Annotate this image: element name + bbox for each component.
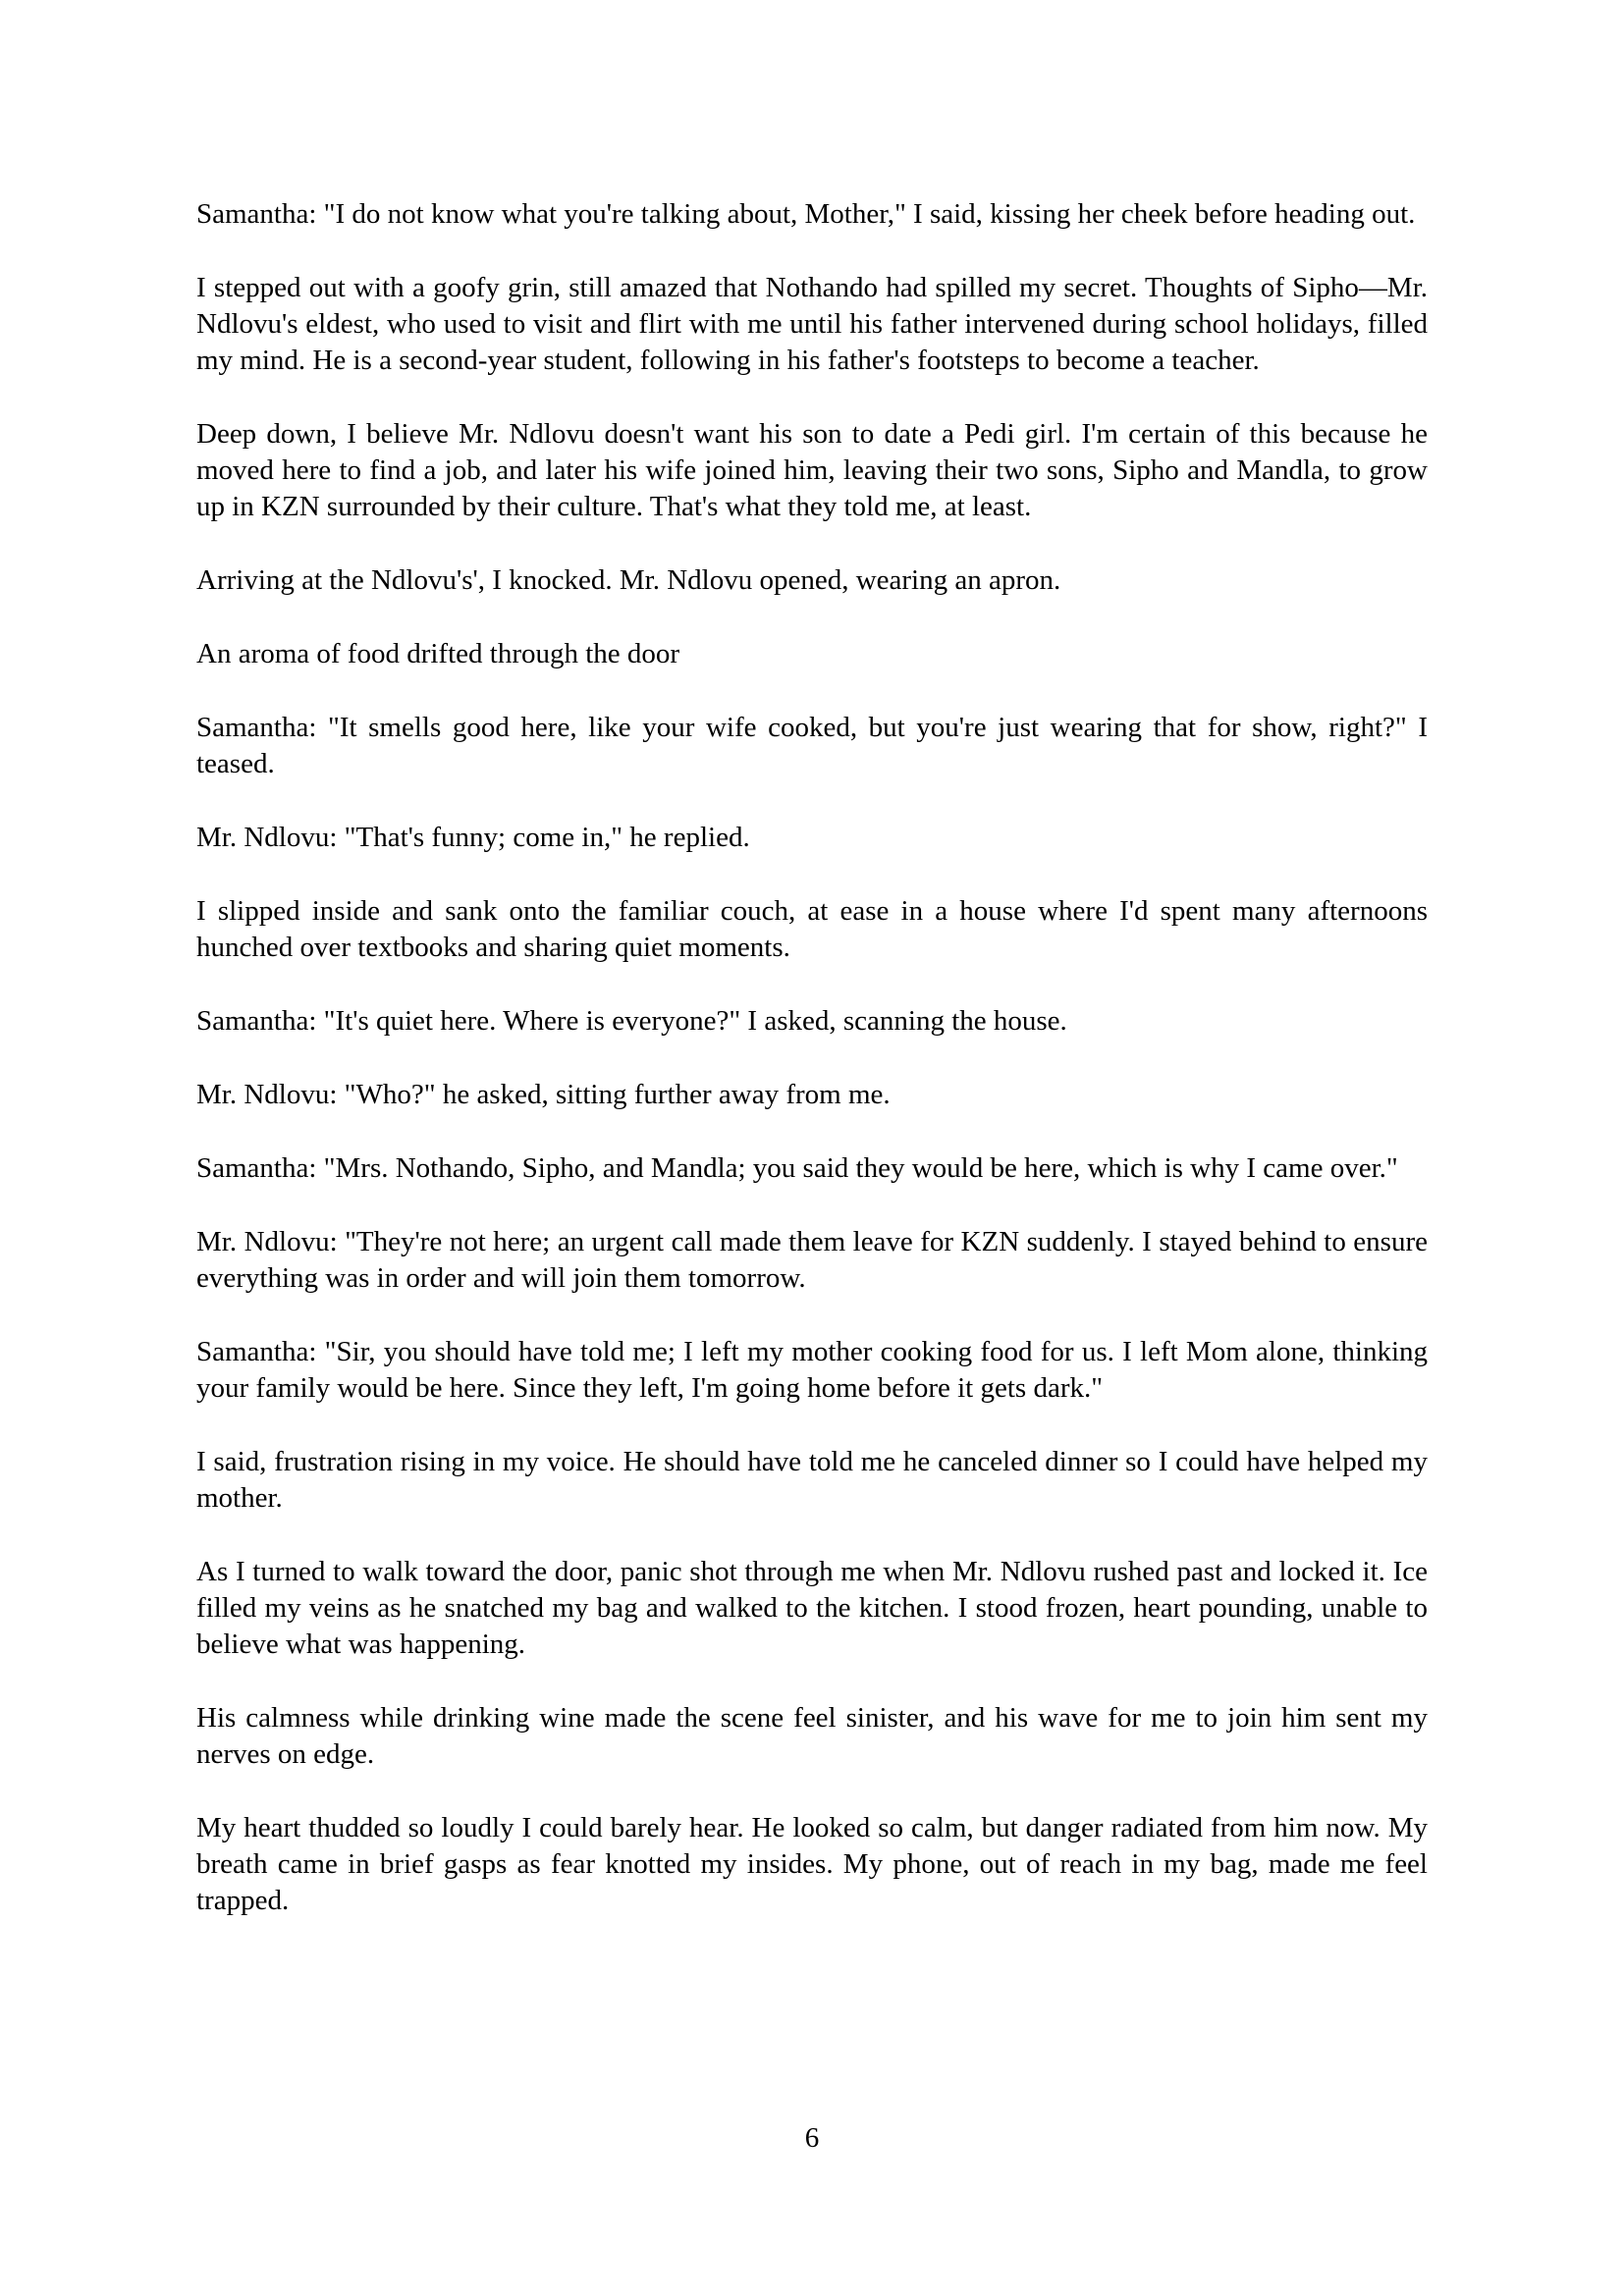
- paragraph: His calmness while drinking wine made the scene feel sinister, and his wave for me to join him sent my nerves on edge.: [196, 1702, 1428, 1770]
- page-body-text: [196, 196, 1428, 1956]
- paragraph: Mr. Ndlovu: "That's funny; come in," he replied.: [196, 822, 750, 853]
- paragraph: I said, frustration rising in my voice. He should have told me he canceled dinner so I could have helped my mother.: [196, 1446, 1428, 1514]
- paragraph: Samantha: "I do not know what you're talking about, Mother," I said, kissing her cheek before heading out.: [196, 198, 1416, 230]
- paragraph: Samantha: "It smells good here, like your wife cooked, but you're just wearing that for show, right?" I teased.: [196, 712, 1428, 779]
- paragraph: Samantha: "It's quiet here. Where is everyone?" I asked, scanning the house.: [196, 1005, 1067, 1037]
- paragraph: As I turned to walk toward the door, panic shot through me when Mr. Ndlovu rushed past and locked it. Ice filled my veins as he snatched my bag and walked to the kitchen. I stood frozen, heart pounding, unable to believe what was happening.: [196, 1556, 1428, 1660]
- paragraph: Samantha: "Sir, you should have told me; I left my mother cooking food for us. I left Mom alone, thinking your family would be here. Since they left, I'm going home before it gets dark.": [196, 1336, 1428, 1404]
- paragraph: Arriving at the Ndlovu's', I knocked. Mr. Ndlovu opened, wearing an apron.: [196, 564, 1061, 596]
- paragraph: An aroma of food drifted through the door: [196, 638, 680, 669]
- paragraph: Deep down, I believe Mr. Ndlovu doesn't want his son to date a Pedi girl. I'm certain of this because he moved here to find a job, and later his wife joined him, leaving their two sons, Sipho and Mandla, to grow up in KZN surrounded by their culture. That's what they told me, at least.: [196, 418, 1428, 522]
- paragraph: Mr. Ndlovu: "Who?" he asked, sitting further away from me.: [196, 1079, 891, 1110]
- paragraph: I stepped out with a goofy grin, still amazed that Nothando had spilled my secret. Thoughts of Sipho—Mr. Ndlovu's eldest, who used to visit and flirt with me until his father intervened during school holidays, filled my mind. He is a second-year student, following in his father's footsteps to become a teacher.: [196, 272, 1428, 376]
- paragraph: Mr. Ndlovu: "They're not here; an urgent call made them leave for KZN suddenly. I stayed behind to ensure everything was in order and will join them tomorrow.: [196, 1226, 1428, 1294]
- paragraph: My heart thudded so loudly I could barely hear. He looked so calm, but danger radiated from him now. My breath came in brief gasps as fear knotted my insides. My phone, out of reach in my bag, made me feel trapped.: [196, 1812, 1428, 1916]
- paragraph: Samantha: "Mrs. Nothando, Sipho, and Mandla; you said they would be here, which is why I came over.": [196, 1152, 1398, 1184]
- paragraph: I slipped inside and sank onto the familiar couch, at ease in a house where I'd spent many afternoons hunched over textbooks and sharing quiet moments.: [196, 895, 1428, 963]
- page-number: 6: [804, 2122, 820, 2154]
